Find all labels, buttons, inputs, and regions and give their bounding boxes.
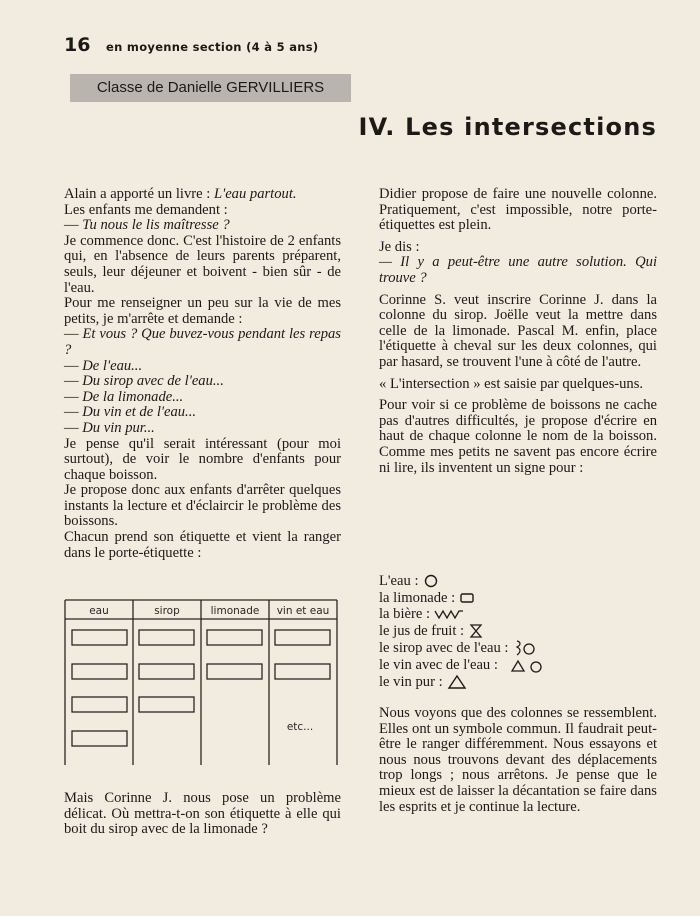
circle-icon (423, 574, 439, 588)
left-column (64, 187, 341, 561)
column-header-sirop: sirop (154, 605, 180, 617)
hourglass-icon (468, 623, 484, 639)
dialogue-line: — Du vin pur... (64, 419, 155, 436)
symbol-row: le vin avec de l'eau : (379, 657, 609, 674)
paragraph-conclusion: Nous voyons que des colonnes se ressemblent. Elles ont un symbole commun. Il faudrait peut-être le ranger différemment. Nous essayons et nous nous trouvons devant des déplacements trop longs ; nous arrêtons. Je pense que le mieux est de laisser la décantation se faire dans les esprits et je continue la lecture. (379, 705, 657, 815)
dialogue-line: — Du vin et de l'eau... (64, 404, 197, 421)
paragraph: Je propose donc aux enfants d'arrêter quelques instants la lecture et d'éclaircir le problème des boissons. (64, 482, 341, 530)
symbol-row: le sirop avec de l'eau : (379, 639, 609, 657)
paragraph: Didier propose de faire une nouvelle colonne. Pratiquement, c'est impossible, notre porte-étiquettes est plein. (379, 186, 657, 234)
page-header (64, 34, 318, 56)
paragraph: Les enfants me demandent : (64, 201, 228, 218)
symbol-row: le vin pur : (379, 674, 609, 691)
rectangle-icon (459, 591, 475, 605)
triangle-circle-icon (510, 658, 544, 674)
right-column (379, 187, 657, 476)
table-etc: etc... (286, 721, 314, 733)
paragraph: « L'intersection » est saisie par quelques-uns. (379, 375, 644, 392)
dialogue-line: — De la limonade... (64, 388, 184, 405)
paragraph: Pour voir si ce problème de boissons ne cache pas d'autres difficultés, je propose d'écrire en haut de chaque colonne le nom de la boisson. Comme mes petits ne savent pas encore écrire ni lire, ils inventent un signe pour : (379, 397, 657, 476)
symbol-row: L'eau : (379, 573, 609, 590)
symbol-list (379, 573, 609, 691)
column-header-eau: eau (89, 605, 109, 617)
triangle-icon (447, 674, 467, 690)
label-holder-sketch (64, 599, 339, 769)
paragraph: Pour me renseigner un peu sur la vie de mes petits, je m'arrête et demande : (64, 295, 341, 327)
class-label: Classe de Danielle GERVILLIERS (70, 74, 351, 102)
paragraph: Je pense qu'il serait intéressant (pour moi surtout), de voir le nombre d'enfants pour chaque boisson. (64, 435, 341, 483)
dialogue-line: — Il y a peut-être une autre solution. Qui trouve ? (379, 254, 657, 286)
column-header-limonade: limonade (210, 605, 260, 617)
symbol-row: la limonade : (379, 590, 609, 607)
spiral-circle-icon (512, 639, 538, 657)
paragraph: Je dis : (379, 238, 420, 255)
dialogue-line: — Tu nous le lis maîtresse ? (64, 217, 230, 234)
paragraph: Chacun prend son étiquette et vient la ranger dans le porte-étiquette : (64, 529, 341, 561)
paragraph: Je commence donc. C'est l'histoire de 2 enfants qui, en l'absence de leurs parents préparent, seuls, leur déjeuner et boivent - bien sûr - de l'eau. (64, 232, 341, 296)
page-number: 16 (64, 34, 91, 56)
section-label: en moyenne section (4 à 5 ans) (106, 40, 319, 54)
label-holder-drawing (64, 599, 339, 769)
symbol-row: le jus de fruit : (379, 623, 609, 640)
chapter-title: IV. Les intersections (358, 113, 657, 141)
symbol-row: la bière : (379, 606, 609, 623)
paragraph: Corinne S. veut inscrire Corinne J. dans la colonne du sirop. Joëlle veut la mettre dans celle de la limonade. Pascal M. enfin, place l'étiquette à cheval sur les deux colonnes, qui par hasard, se trouvent l'une à côté de l'autre. (379, 291, 657, 370)
column-header-vin-et-eau: vin et eau (276, 605, 330, 617)
dialogue-line: — De l'eau... (64, 357, 143, 374)
dialogue-line: — Et vous ? Que buvez-vous pendant les repas ? (64, 326, 341, 358)
zigzag-icon (434, 607, 464, 621)
paragraph: Alain a apporté un livre : L'eau partout. (64, 186, 297, 202)
dialogue-line: — Du sirop avec de l'eau... (64, 373, 224, 390)
paragraph-corinne: Mais Corinne J. nous pose un problème délicat. Où mettra-t-on son étiquette à elle qui boit du sirop avec de la limonade ? (64, 790, 341, 838)
